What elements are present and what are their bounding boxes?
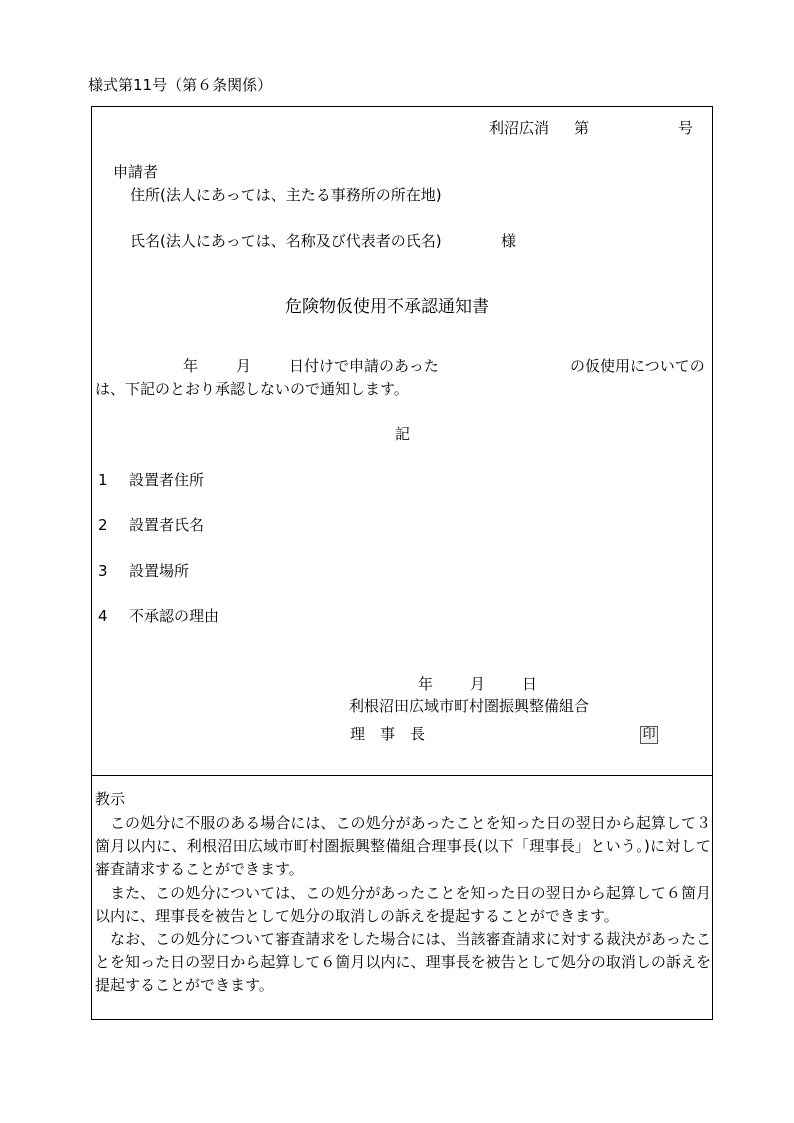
item-label: 不承認の理由 [129,607,220,625]
item-number: 2 [98,516,108,534]
item-number: 4 [98,607,108,625]
form-number: 様式第11号（第６条関係） [88,76,273,94]
applicant-address-label: 住所(法人にあっては、主たる事務所の所在地) [130,186,442,204]
body-year: 年 [183,357,199,375]
seal-stamp: 印 [640,726,658,744]
document-number-go: 号 [678,119,694,137]
date-month: 月 [470,675,486,693]
document-number-dai: 第 [574,119,590,137]
item-label: 設置者氏名 [129,516,205,534]
notice-paragraph: なお、この処分について審査請求をした場合には、当該審査請求に対する裁決があったことを知った日の翌日から起算して６箇月以内に、理事長を被告として処分の取消しの訴えを提起することができます。 [95,930,711,995]
notice-heading: 教示 [95,790,126,808]
organization-name: 利根沼田広域市町村圏振興整備組合 [349,697,590,715]
section-divider [92,775,712,776]
notice-paragraph: また、この処分については、この処分があったことを知った日の翌日から起算して６箇月以内に、理事長を被告として処分の取消しの訴えを提起することができます。 [95,883,711,925]
body-line-2: は、下記のとおり承認しないので通知します。 [95,380,409,398]
chairman-title: 理 事 長 [350,725,426,743]
form-box [91,106,713,1020]
ki-heading: 記 [395,425,411,443]
body-day-prefix: 日付けで申請のあった [289,357,439,375]
applicant-name-label: 氏名(法人にあっては、名称及び代表者の氏名) [130,232,442,250]
applicant-heading: 申請者 [113,163,159,181]
document-number-prefix: 利沼広消 [489,119,550,137]
item-number: 3 [98,562,108,580]
notice-body [95,812,711,998]
item-number: 1 [98,471,108,489]
body-month: 月 [236,357,252,375]
item-label: 設置場所 [129,562,190,580]
date-day: 日 [522,675,538,693]
document-title: 危険物仮使用不承認通知書 [285,297,489,317]
notice-paragraph: この処分に不服のある場合には、この処分があったことを知った日の翌日から起算して３箇月以内に、利根沼田広域市町村圏振興整備組合理事長(以下「理事長」という。)に対して審査請求することができます。 [95,814,711,879]
honorific: 様 [501,232,517,250]
date-year: 年 [418,675,434,693]
item-label: 設置者住所 [129,471,205,489]
body-line1-end: の仮使用についての [570,357,705,375]
